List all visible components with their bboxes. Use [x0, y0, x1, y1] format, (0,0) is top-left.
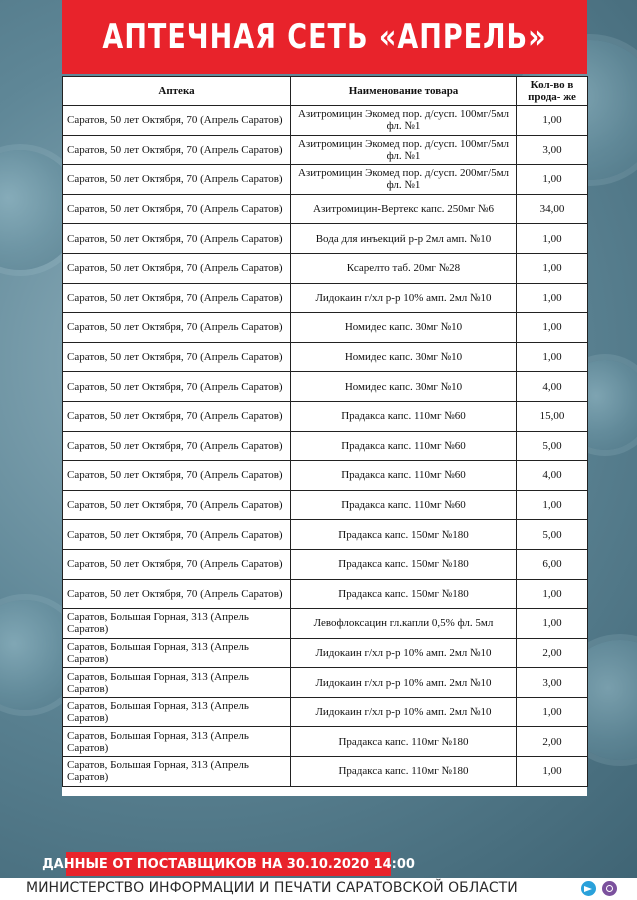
- cell-pharmacy: Саратов, 50 лет Октября, 70 (Апрель Саратов): [63, 342, 291, 372]
- cell-pharmacy: Саратов, 50 лет Октября, 70 (Апрель Саратов): [63, 283, 291, 313]
- cell-pharmacy: Саратов, 50 лет Октября, 70 (Апрель Саратов): [63, 431, 291, 461]
- table-row: [63, 313, 588, 343]
- cell-pharmacy: Саратов, 50 лет Октября, 70 (Апрель Саратов): [63, 313, 291, 343]
- table-row: [63, 638, 588, 668]
- column-header-quantity: Кол-во в прода- же: [517, 77, 588, 106]
- cell-pharmacy: Саратов, 50 лет Октября, 70 (Апрель Саратов): [63, 253, 291, 283]
- table-row: [63, 609, 588, 639]
- cell-product: Прадакса капс. 110мг №180: [291, 757, 517, 787]
- cell-product: Номидес капс. 30мг №10: [291, 313, 517, 343]
- cell-product: Азитромицин Экомед пор. д/сусп. 100мг/5мл фл. №1: [291, 106, 517, 136]
- cell-product: Номидес капс. 30мг №10: [291, 342, 517, 372]
- stock-table-container: [62, 76, 587, 796]
- cell-product: Лидокаин г/хл р-р 10% амп. 2мл №10: [291, 697, 517, 727]
- cell-product: Левофлоксацин гл.капли 0,5% фл. 5мл: [291, 609, 517, 639]
- cell-quantity: 1,00: [517, 757, 588, 787]
- cell-quantity: 1,00: [517, 106, 588, 136]
- cell-quantity: 1,00: [517, 165, 588, 195]
- table-row: [63, 579, 588, 609]
- cell-pharmacy: Саратов, 50 лет Октября, 70 (Апрель Саратов): [63, 549, 291, 579]
- footer-bar: [0, 878, 637, 900]
- table-row: [63, 283, 588, 313]
- cell-quantity: 1,00: [517, 283, 588, 313]
- cell-quantity: 2,00: [517, 638, 588, 668]
- cell-pharmacy: Саратов, 50 лет Октября, 70 (Апрель Саратов): [63, 579, 291, 609]
- cell-quantity: 3,00: [517, 668, 588, 698]
- table-row: [63, 490, 588, 520]
- cell-product: Лидокаин г/хл р-р 10% амп. 2мл №10: [291, 668, 517, 698]
- cell-pharmacy: Саратов, Большая Горная, 313 (Апрель Саратов): [63, 727, 291, 757]
- cell-quantity: 3,00: [517, 135, 588, 165]
- table-row: [63, 549, 588, 579]
- title-banner: [62, 0, 587, 74]
- cell-quantity: 2,00: [517, 727, 588, 757]
- cell-quantity: 6,00: [517, 549, 588, 579]
- cell-product: Прадакса капс. 110мг №60: [291, 431, 517, 461]
- cell-product: Ксарелто таб. 20мг №28: [291, 253, 517, 283]
- table-row: [63, 224, 588, 254]
- cell-quantity: 1,00: [517, 490, 588, 520]
- table-row: [63, 461, 588, 491]
- table-header-row: [63, 77, 588, 106]
- cell-pharmacy: Саратов, Большая Горная, 313 (Апрель Саратов): [63, 757, 291, 787]
- cell-pharmacy: Саратов, 50 лет Октября, 70 (Апрель Саратов): [63, 372, 291, 402]
- cell-product: Прадакса капс. 110мг №60: [291, 461, 517, 491]
- cell-pharmacy: Саратов, 50 лет Октября, 70 (Апрель Саратов): [63, 461, 291, 491]
- cell-product: Прадакса капс. 150мг №180: [291, 549, 517, 579]
- stock-table: [62, 76, 588, 787]
- cell-pharmacy: Саратов, 50 лет Октября, 70 (Апрель Саратов): [63, 194, 291, 224]
- table-row: [63, 401, 588, 431]
- column-header-product: Наименование товара: [291, 77, 517, 106]
- table-body: [63, 106, 588, 787]
- cell-quantity: 1,00: [517, 579, 588, 609]
- cell-pharmacy: Саратов, Большая Горная, 313 (Апрель Саратов): [63, 638, 291, 668]
- telegram-icon[interactable]: [581, 881, 596, 896]
- table-row: [63, 165, 588, 195]
- cell-pharmacy: Саратов, 50 лет Октября, 70 (Апрель Саратов): [63, 490, 291, 520]
- table-row: [63, 342, 588, 372]
- ministry-name: МИНИСТЕРСТВО ИНФОРМАЦИИ И ПЕЧАТИ САРАТОВСКОЙ ОБЛАСТИ: [26, 880, 518, 896]
- table-row: [63, 194, 588, 224]
- cell-pharmacy: Саратов, 50 лет Октября, 70 (Апрель Саратов): [63, 165, 291, 195]
- cell-quantity: 1,00: [517, 342, 588, 372]
- cell-product: Лидокаин г/хл р-р 10% амп. 2мл №10: [291, 638, 517, 668]
- cell-pharmacy: Саратов, Большая Горная, 313 (Апрель Саратов): [63, 668, 291, 698]
- table-row: [63, 135, 588, 165]
- table-row: [63, 106, 588, 136]
- cell-product: Прадакса капс. 150мг №180: [291, 520, 517, 550]
- cell-product: Азитромицин Экомед пор. д/сусп. 100мг/5мл фл. №1: [291, 135, 517, 165]
- data-date-note: ДАННЫЕ ОТ ПОСТАВЩИКОВ НА 30.10.2020 14:00: [42, 856, 415, 872]
- cell-product: Азитромицин Экомед пор. д/сусп. 200мг/5мл фл. №1: [291, 165, 517, 195]
- cell-pharmacy: Саратов, 50 лет Октября, 70 (Апрель Саратов): [63, 135, 291, 165]
- viber-icon[interactable]: [602, 881, 617, 896]
- table-row: [63, 668, 588, 698]
- cell-quantity: 1,00: [517, 609, 588, 639]
- cell-product: Номидес капс. 30мг №10: [291, 372, 517, 402]
- cell-pharmacy: Саратов, 50 лет Октября, 70 (Апрель Саратов): [63, 224, 291, 254]
- cell-quantity: 4,00: [517, 372, 588, 402]
- cell-quantity: 34,00: [517, 194, 588, 224]
- table-row: [63, 757, 588, 787]
- cell-product: Азитромицин-Вертекс капс. 250мг №6: [291, 194, 517, 224]
- cell-pharmacy: Саратов, 50 лет Октября, 70 (Апрель Саратов): [63, 106, 291, 136]
- cell-quantity: 5,00: [517, 431, 588, 461]
- cell-product: Прадакса капс. 110мг №60: [291, 490, 517, 520]
- cell-product: Прадакса капс. 110мг №180: [291, 727, 517, 757]
- cell-product: Прадакса капс. 110мг №60: [291, 401, 517, 431]
- table-row: [63, 697, 588, 727]
- table-row: [63, 431, 588, 461]
- cell-quantity: 1,00: [517, 253, 588, 283]
- table-row: [63, 372, 588, 402]
- cell-quantity: 4,00: [517, 461, 588, 491]
- column-header-pharmacy: Аптека: [63, 77, 291, 106]
- cell-quantity: 1,00: [517, 697, 588, 727]
- cell-product: Лидокаин г/хл р-р 10% амп. 2мл №10: [291, 283, 517, 313]
- cell-quantity: 15,00: [517, 401, 588, 431]
- table-row: [63, 520, 588, 550]
- cell-product: Вода для инъекций р-р 2мл амп. №10: [291, 224, 517, 254]
- table-row: [63, 727, 588, 757]
- table-row: [63, 253, 588, 283]
- cell-product: Прадакса капс. 150мг №180: [291, 579, 517, 609]
- cell-pharmacy: Саратов, Большая Горная, 313 (Апрель Саратов): [63, 609, 291, 639]
- cell-pharmacy: Саратов, 50 лет Октября, 70 (Апрель Саратов): [63, 520, 291, 550]
- data-date-banner: [42, 852, 415, 876]
- cell-pharmacy: Саратов, 50 лет Октября, 70 (Апрель Саратов): [63, 401, 291, 431]
- cell-pharmacy: Саратов, Большая Горная, 313 (Апрель Саратов): [63, 697, 291, 727]
- cell-quantity: 1,00: [517, 313, 588, 343]
- cell-quantity: 5,00: [517, 520, 588, 550]
- cell-quantity: 1,00: [517, 224, 588, 254]
- page-title: АПТЕЧНАЯ СЕТЬ «АПРЕЛЬ»: [102, 17, 547, 57]
